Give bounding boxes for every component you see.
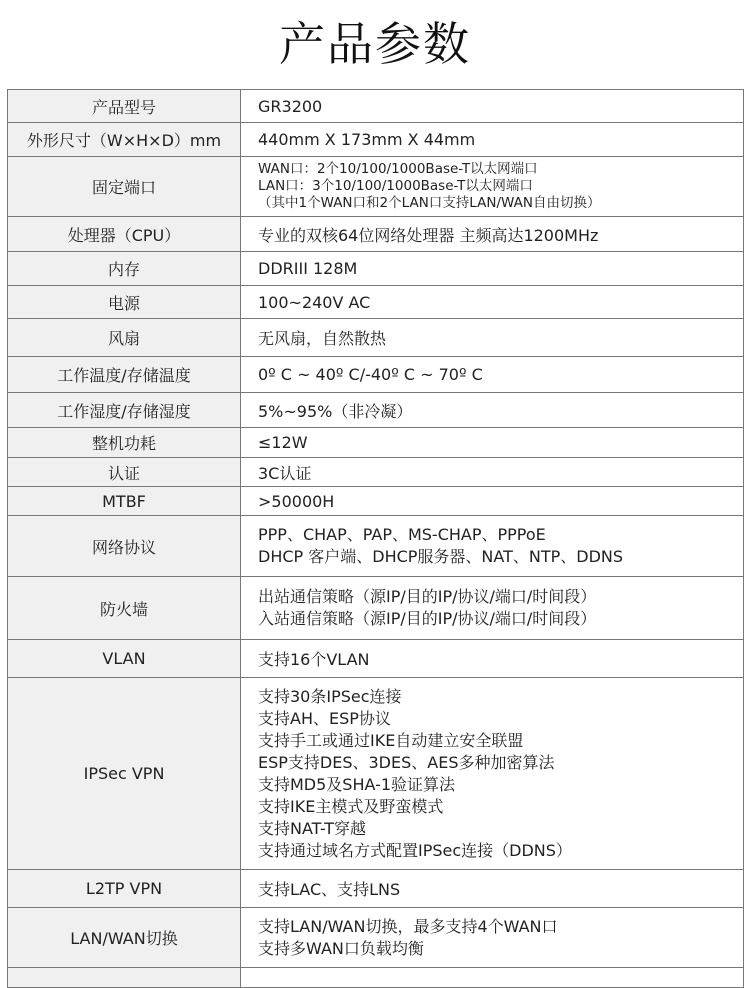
spec-value-line: 支持多WAN口负载均衡	[258, 938, 424, 958]
spec-value-line: ≤12W	[258, 433, 308, 452]
table-row	[8, 458, 744, 487]
spec-value	[241, 458, 744, 487]
spec-key: L2TP VPN	[8, 870, 241, 908]
spec-value-line: 支持IKE主模式及野蛮模式	[258, 796, 444, 816]
table-row	[8, 157, 744, 217]
table-row	[8, 487, 744, 516]
spec-value	[241, 577, 744, 640]
table-row	[8, 286, 744, 319]
spec-value-line: 出站通信策略（源IP/目的IP/协议/端口/时间段）	[258, 587, 597, 606]
spec-key: 认证	[8, 458, 241, 487]
spec-value-line: 支持AH、ESP协议	[258, 708, 391, 728]
spec-value	[241, 678, 744, 870]
spec-value-line: 3C认证	[258, 463, 312, 483]
spec-value-line: 专业的双核64位网络处理器 主频高达1200MHz	[258, 225, 599, 245]
table-row	[8, 516, 744, 577]
spec-key: IPSec VPN	[8, 678, 241, 870]
table-row	[8, 870, 744, 908]
spec-value-line: 支持16个VLAN	[258, 650, 370, 669]
spec-value-line: WAN口：2个10/100/1000Base-T以太网端口	[258, 161, 538, 177]
spec-value	[241, 908, 744, 968]
spec-value-line: LAN口：3个10/100/1000Base-T以太网端口	[258, 178, 533, 194]
spec-value	[241, 286, 744, 319]
spec-value	[241, 428, 744, 458]
spec-value	[241, 90, 744, 123]
spec-value-line: 支持MD5及SHA-1验证算法	[258, 774, 456, 794]
spec-key: 电源	[8, 286, 241, 319]
spec-key	[8, 968, 241, 988]
table-row	[8, 577, 744, 640]
spec-value-line: >50000H	[258, 491, 335, 511]
spec-value-line: 440mm X 173mm X 44mm	[258, 130, 476, 149]
spec-key: 产品型号	[8, 90, 241, 123]
table-row	[8, 393, 744, 428]
spec-value-line: 支持通过域名方式配置IPSec连接（DDNS）	[258, 840, 572, 860]
spec-value	[241, 393, 744, 428]
spec-value-line: 支持NAT-T穿越	[258, 818, 367, 838]
spec-value	[241, 357, 744, 393]
spec-key: 防火墙	[8, 577, 241, 640]
spec-value	[241, 640, 744, 678]
spec-value	[241, 123, 744, 157]
spec-value-line: （其中1个WAN口和2个LAN口支持LAN/WAN自由切换）	[258, 195, 601, 211]
spec-key: 工作湿度/存储湿度	[8, 393, 241, 428]
spec-key: 处理器（CPU）	[8, 217, 241, 252]
spec-value-line: 入站通信策略（源IP/目的IP/协议/端口/时间段）	[258, 609, 597, 628]
table-row	[8, 123, 744, 157]
spec-key: 整机功耗	[8, 428, 241, 458]
spec-value-line: 0º C ~ 40º C/-40º C ~ 70º C	[258, 365, 483, 384]
spec-key: 工作温度/存储温度	[8, 357, 241, 393]
table-row	[8, 217, 744, 252]
table-row	[8, 90, 744, 123]
table-row	[8, 908, 744, 968]
table-row	[8, 252, 744, 286]
spec-value-line: PPP、CHAP、PAP、MS-CHAP、PPPoE	[258, 525, 546, 544]
table-row	[8, 357, 744, 393]
spec-value-line: ESP支持DES、3DES、AES多种加密算法	[258, 752, 555, 772]
table-row	[8, 968, 744, 988]
spec-value-line: 支持LAC、支持LNS	[258, 880, 401, 899]
spec-key: 网络协议	[8, 516, 241, 577]
spec-value	[241, 319, 744, 357]
spec-value	[241, 487, 744, 516]
spec-value-line: DDRIII 128M	[258, 259, 358, 278]
spec-value-line: DHCP 客户端、DHCP服务器、NAT、NTP、DDNS	[258, 547, 624, 566]
spec-table	[7, 89, 744, 988]
spec-value	[241, 968, 744, 988]
spec-key: 固定端口	[8, 157, 241, 217]
page-title: 产品参数	[279, 17, 471, 71]
spec-key: 风扇	[8, 319, 241, 357]
spec-value-line: 支持手工或通过IKE自动建立安全联盟	[258, 730, 524, 750]
spec-value-line: 无风扇，自然散热	[258, 329, 387, 348]
table-row	[8, 319, 744, 357]
spec-value-line: 100~240V AC	[258, 292, 371, 312]
table-row	[8, 640, 744, 678]
table-row	[8, 428, 744, 458]
spec-key: MTBF	[8, 487, 241, 516]
spec-value	[241, 217, 744, 252]
spec-value	[241, 252, 744, 286]
spec-key: VLAN	[8, 640, 241, 678]
spec-value	[241, 516, 744, 577]
spec-value-line: 支持30条IPSec连接	[258, 686, 402, 706]
spec-value-line: 5%~95%（非冷凝）	[258, 401, 413, 421]
spec-value	[241, 157, 744, 217]
spec-key: 内存	[8, 252, 241, 286]
spec-value-line: GR3200	[258, 96, 323, 116]
spec-value	[241, 870, 744, 908]
spec-key: LAN/WAN切换	[8, 908, 241, 968]
spec-table-body	[8, 90, 744, 988]
spec-value-line: 支持LAN/WAN切换，最多支持4个WAN口	[258, 916, 558, 936]
table-row	[8, 678, 744, 870]
spec-key: 外形尺寸（W×H×D）mm	[8, 123, 241, 157]
